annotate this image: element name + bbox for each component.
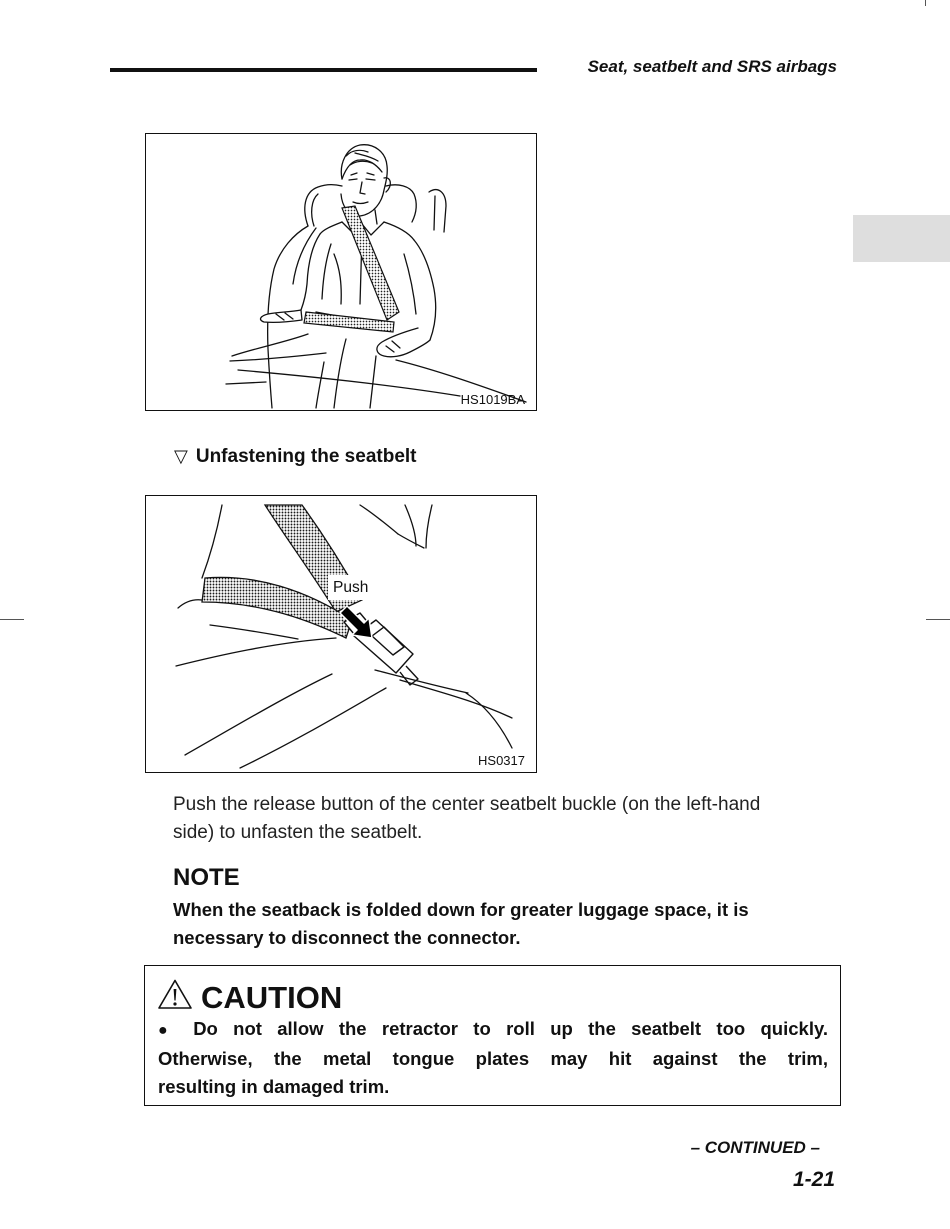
subheading-text: Unfastening the seatbelt — [195, 446, 417, 467]
caution-box — [144, 965, 841, 1106]
note-line: necessary to disconnect the connector. — [173, 927, 521, 948]
crop-mark-top — [925, 0, 926, 6]
section-title: Seat, seatbelt and SRS airbags — [587, 57, 837, 76]
adjacent-seat — [429, 190, 446, 232]
warning-triangle-icon — [157, 978, 193, 1010]
push-callout: Push — [328, 575, 373, 600]
shoulder-belt — [342, 206, 399, 320]
caution-text — [158, 1015, 828, 1101]
bullet-icon: ● — [158, 1022, 178, 1039]
right-hand — [377, 328, 430, 357]
caution-title: CAUTION — [201, 980, 343, 1015]
figure-buckle-release — [145, 495, 537, 773]
section-thumb-tab — [853, 215, 950, 262]
header-rule — [110, 68, 537, 72]
buckle-release-illustration — [146, 496, 536, 772]
left-hand — [261, 310, 302, 322]
instruction-paragraph — [173, 791, 760, 847]
crop-mark-left — [0, 619, 24, 620]
caution-line: resulting in damaged trim. — [158, 1076, 390, 1097]
note-text — [173, 896, 749, 952]
figure-seated-passenger — [145, 133, 537, 411]
subheading — [174, 444, 417, 470]
continued-marker: – CONTINUED – — [690, 1138, 820, 1157]
caution-line-text: Do not allow the retractor to roll up the seatbelt too quickly. — [193, 1018, 829, 1039]
seated-passenger-illustration — [146, 134, 536, 410]
lap-belt — [304, 312, 394, 332]
caution-line — [158, 1015, 828, 1045]
note-title: NOTE — [173, 864, 240, 891]
paragraph-line: Push the release button of the center seatbelt buckle (on the left-hand — [173, 794, 761, 815]
headrest — [305, 185, 342, 226]
note-line: When the seatback is folded down for greater luggage space, it is — [173, 899, 749, 920]
paragraph-line: side) to unfasten the seatbelt. — [173, 822, 423, 843]
page-number: 1-21 — [792, 1168, 835, 1191]
figure-code: HS1019BA — [460, 392, 525, 407]
triangle-marker-icon: ▽ — [174, 446, 188, 467]
crop-mark-right — [926, 619, 950, 620]
figure-code: HS0317 — [478, 753, 525, 768]
caution-line: Otherwise, the metal tongue plates may hit against the trim, — [158, 1048, 828, 1069]
